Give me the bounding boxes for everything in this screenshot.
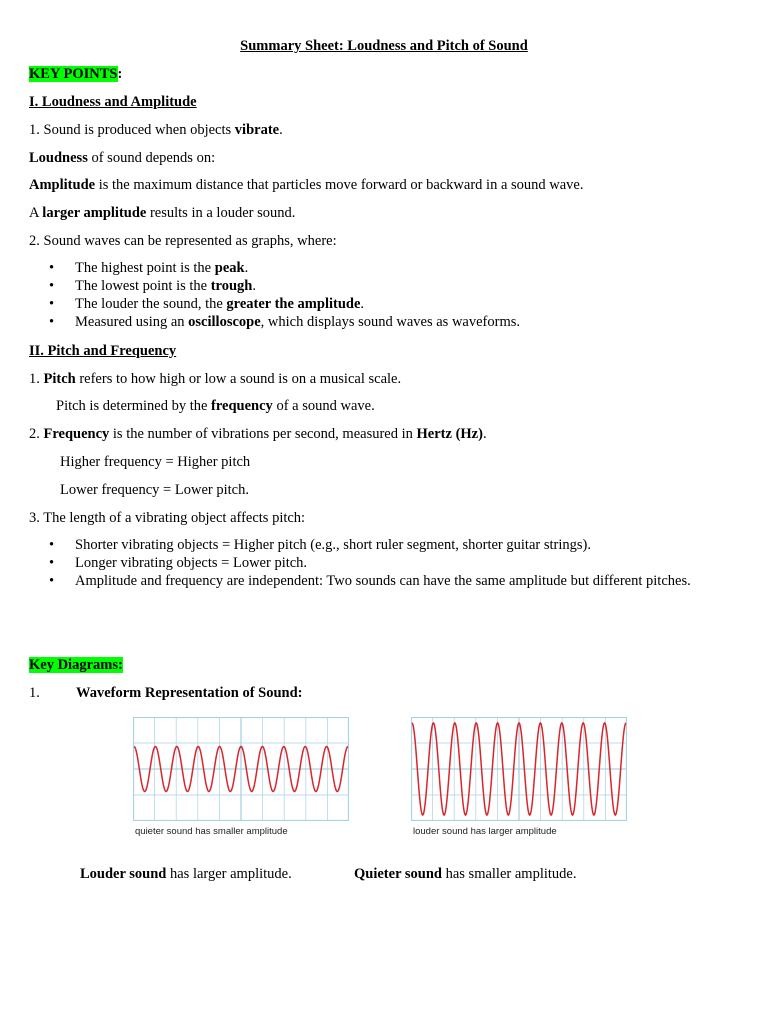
paragraph: 1. Sound is produced when objects vibrate. [29,122,283,138]
page-title: Summary Sheet: Loudness and Pitch of Sound [240,38,528,54]
paragraph: 1. Pitch refers to how high or low a sound is on a musical scale. [29,371,402,387]
list-item: • Shorter vibrating objects = Higher pitch (e.g., short ruler segment, shorter guitar strings). [49,537,591,553]
paragraph: A larger amplitude results in a louder sound. [29,205,296,221]
key-points-label: KEY POINTS: [29,66,123,82]
diagram-label-right: Quieter sound has smaller amplitude. [354,866,577,882]
list-item: • Longer vibrating objects = Lower pitch. [49,555,308,571]
section2-heading: II. Pitch and Frequency [29,343,177,359]
paragraph: Amplitude is the maximum distance that particles move forward or backward in a sound wave. [29,177,584,193]
oscilloscope-quiet [133,717,349,821]
list-item: • Measured using an oscilloscope, which displays sound waves as waveforms. [49,314,520,330]
paragraph: Higher frequency = Higher pitch [60,454,251,470]
list-item: • Amplitude and frequency are independent: Two sounds can have the same amplitude but different pitches. [49,573,691,589]
waveform-quiet-svg [133,717,349,821]
caption-quiet: quieter sound has smaller amplitude [135,826,288,837]
paragraph: Pitch is determined by the frequency of a sound wave. [56,398,375,414]
diagram-item-number: 1. [29,685,40,701]
paragraph: 3. The length of a vibrating object affects pitch: [29,510,306,526]
section1-heading: I. Loudness and Amplitude [29,94,197,110]
paragraph: Loudness of sound depends on: [29,150,216,166]
oscilloscope-loud [411,717,627,821]
key-diagrams-label: Key Diagrams: [29,657,123,673]
paragraph: Lower frequency = Lower pitch. [60,482,249,498]
paragraph: 2. Frequency is the number of vibrations per second, measured in Hertz (Hz). [29,426,487,442]
list-item: • The lowest point is the trough. [49,278,256,294]
paragraph: 2. Sound waves can be represented as graphs, where: [29,233,337,249]
waveform-loud-svg [411,717,627,821]
diagram-label-left: Louder sound has larger amplitude. [80,866,292,882]
list-item: • The highest point is the peak. [49,260,249,276]
caption-loud: louder sound has larger amplitude [413,826,557,837]
diagram-item-title: Waveform Representation of Sound: [76,685,303,701]
list-item: • The louder the sound, the greater the amplitude. [49,296,365,312]
